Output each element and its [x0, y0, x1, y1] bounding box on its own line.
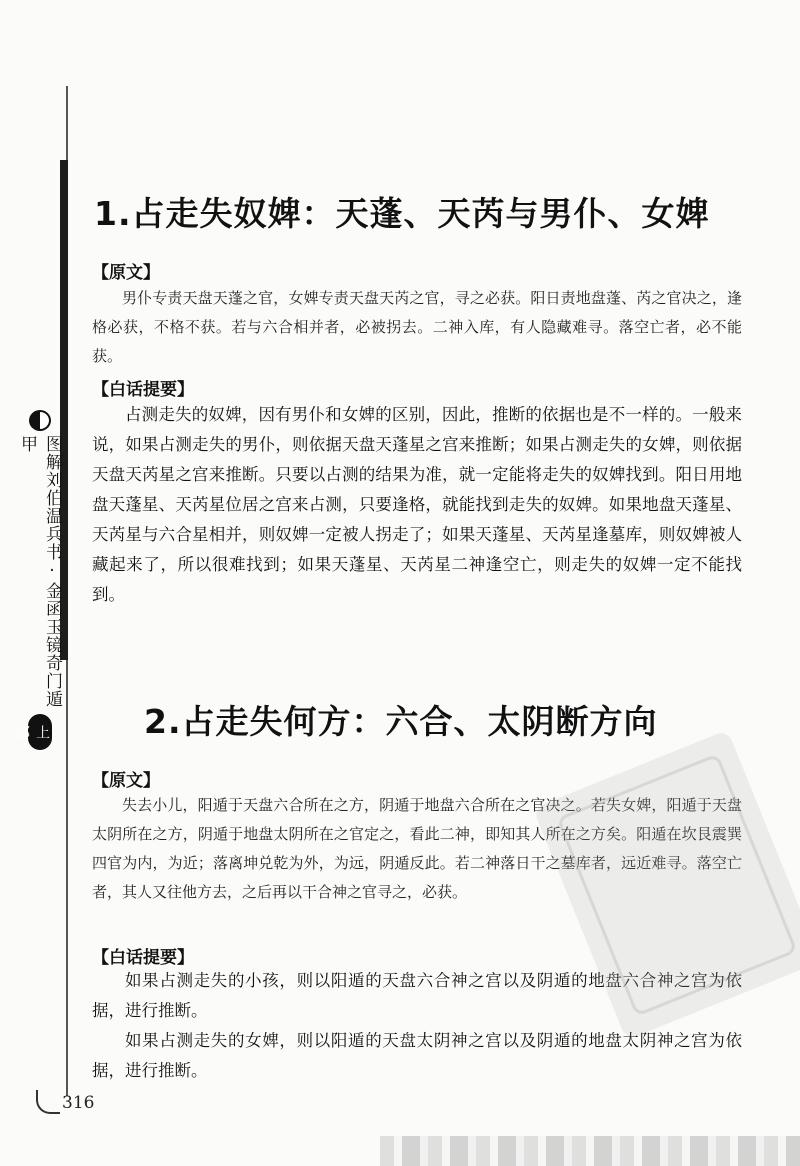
scan-edge-artifact [380, 1136, 800, 1166]
page-number: 316 [62, 1093, 95, 1113]
section1-heading: 1.占走失奴婢：天蓬、天芮与男仆、女婢 [94, 194, 710, 233]
page-curl-ornament [36, 1090, 60, 1114]
section2-vernacular-label: 【白话提要】 [92, 948, 194, 968]
section2-vernacular-p2: 如果占测走失的女婢，则以阳遁的天盘太阴神之宫以及阴遁的地盘太阴神之宫为依据，进行推断。 [92, 1031, 742, 1080]
section1-original-text: 男仆专责天盘天蓬之官，女婢专责天盘天芮之官，寻之必获。阳日责地盘蓬、芮之官决之，逢格必获，不格不获。若与六合相并者，必被拐去。二神入库，有人隐藏难寻。落空亡者，必不能获。 [92, 289, 742, 365]
book-title: 图解刘伯温兵书·金函玉镜奇门遁甲 [17, 434, 62, 708]
section2-vernacular-p1: 如果占测走失的小孩，则以阳遁的天盘六合神之宫以及阴遁的地盘六合神之宫为依据，进行推断。 [92, 971, 742, 1020]
section1-original-label: 【原文】 [92, 263, 160, 283]
section1-vernacular-text: 占测走失的奴婢，因有男仆和女婢的区别，因此，推断的依据也是不一样的。一般来说，如果占测走失的男仆，则依据天盘天蓬星之宫来推断；如果占测走失的女婢，则依据天盘天芮星之宫来推断。只要以占测的结果为准，就一定能将走失的奴婢找到。阳日用地盘天蓬星、天芮星位居之宫来占测，只要逢格，就能找到走失的奴婢。如果地盘天蓬星、天芮星与六合星相并，则奴婢一定被人拐走了；如果天蓬星、天芮星逢墓库，则奴婢被人藏起来了，所以很难找到；如果天蓬星、天芮星二神逢空亡，则走失的奴婢一定不能找到。 [92, 405, 742, 604]
section2-original-text: 失去小儿，阳遁于天盘六合所在之方，阴遁于地盘六合所在之官决之。若失女婢，阳遁于天盘太阴所在之方，阴遁于地盘太阴所在之官定之，看此二神，即知其人所在之方矣。阳遁在坎艮震巽四官为内，为近；落离坤兑乾为外，为远，阴遁反此。若二神落日干之墓库者，远近难寻。落空亡者，其人又往他方去，之后再以干合神之官寻之，必获。 [92, 796, 742, 901]
volume-badge: 上部 [28, 714, 52, 750]
section2-original-label: 【原文】 [92, 771, 160, 791]
yin-yang-icon [29, 410, 51, 431]
section1-vernacular-label: 【白话提要】 [92, 380, 194, 400]
section2-heading: 2.占走失何方：六合、太阴断方向 [144, 702, 658, 741]
running-side-title [14, 410, 62, 750]
